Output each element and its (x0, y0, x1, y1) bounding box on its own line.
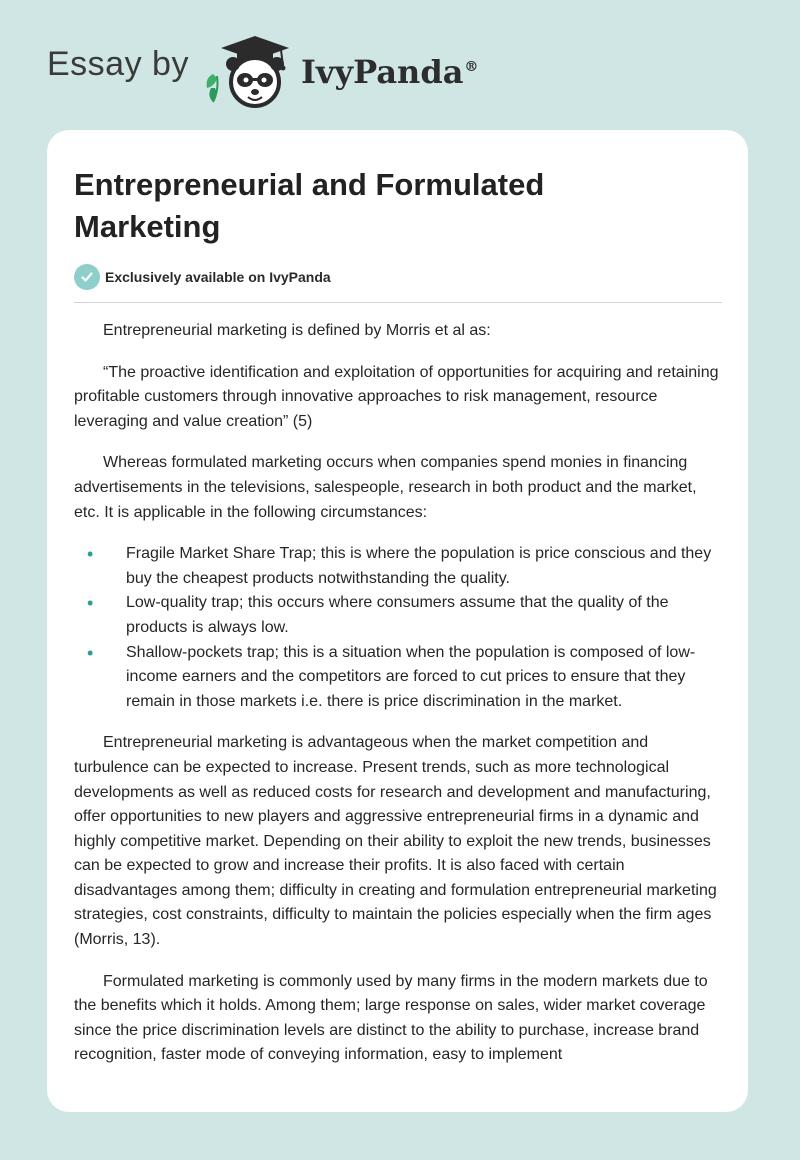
list-item: • Low-quality trap; this occurs where consumers assume that the quality of the products is always low. (87, 593, 669, 636)
bullet-icon: • (87, 642, 94, 663)
paragraph: “The proactive identification and exploitation of opportunities for acquiring and retaining profitable customers through innovative approaches to risk management, resource leveraging and value creation” (5) (74, 363, 719, 430)
panda-logo-icon[interactable] (203, 30, 295, 110)
paragraph: Entrepreneurial marketing is advantageous when the market competition and turbulence can be expected to increase. Present trends, such as more technological developments as well as reduced costs for research and development and manufacturing, offer opportunities to new players and aggressive entrepreneurial firms in a dynamic and highly competitive market. Depending on their ability to exploit the new trends, businesses can be expected to grow and increase their profits. It is also faced with certain disadvantages among them; difficulty in creating and formulation entrepreneurial marketing strategies, cost constraints, difficulty to maintain the policies especially when the firm ages (Morris, 13). (74, 734, 717, 949)
paragraph: Formulated marketing is commonly used by many firms in the modern markets due to the benefits which it holds. Among them; large response on sales, wider market coverage since the price discrimination levels are distinct to the ability to purchase, increase brand recognition, faster mode of conveying information, easy to implement (74, 972, 708, 1064)
check-circle-icon (74, 264, 100, 290)
paragraph: Whereas formulated marketing occurs when companies spend monies in financing advertisements in the televisions, salespeople, research in both product and the market, etc. It is applicable in the following circumstances: (74, 454, 697, 521)
site-header (47, 30, 478, 110)
list-item: • Fragile Market Share Trap; this is where the population is price conscious and they buy the cheapest products notwithstanding the quality. (87, 544, 712, 587)
brand-name: IvyPanda® (300, 53, 479, 91)
paragraph: Entrepreneurial marketing is defined by Morris et al as: (103, 322, 491, 339)
exclusive-badge (74, 264, 722, 303)
essay-card (47, 130, 748, 1112)
bullet-list (74, 542, 722, 714)
essay-by-label: Essay by (47, 44, 189, 83)
exclusive-badge-text: Exclusively available on IvyPanda (105, 269, 331, 285)
essay-body (74, 319, 722, 1068)
bullet-icon: • (87, 544, 94, 565)
list-item: • Shallow-pockets trap; this is a situation when the population is composed of low-income earners and the competitors are forced to cut prices to ensure that they remain in those markets i.e. there is price discrimination in the market. (87, 642, 696, 710)
essay-title: Entrepreneurial and Formulated Marketing (74, 167, 545, 244)
bullet-icon: • (87, 593, 94, 614)
